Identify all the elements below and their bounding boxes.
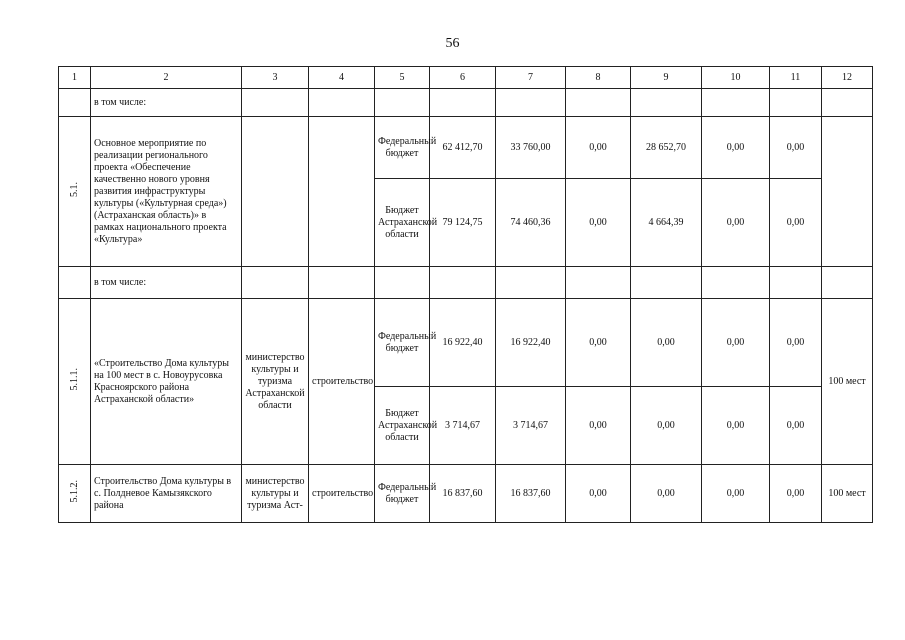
table-row [59,89,873,117]
result-value: 100 мест [822,465,873,523]
cell-value: 62 412,70 [430,117,496,179]
row-code: 5.1.2. [59,465,91,523]
table-row [59,299,873,387]
cell-value: 28 652,70 [631,117,702,179]
cell-value: 0,00 [702,179,770,267]
col-header-1: 1 [59,67,91,89]
table-row [59,267,873,299]
cell-value: 0,00 [702,387,770,465]
budget-table [58,66,873,523]
col-header-5: 5 [375,67,430,89]
cell-value: 0,00 [566,465,631,523]
funding-source: Бюджет Астраханской области [375,179,430,267]
funding-source: Федеральный бюджет [375,299,430,387]
funding-source: Федеральный бюджет [375,465,430,523]
cell-value: 16 837,60 [430,465,496,523]
cell-value: 3 714,67 [496,387,566,465]
work-type: строительство [309,465,375,523]
row-code: 5.1.1. [59,299,91,465]
cell-value: 0,00 [631,299,702,387]
cell-value: 0,00 [566,299,631,387]
subtotal-label: в том числе: [91,267,242,299]
col-header-9: 9 [631,67,702,89]
col-header-12: 12 [822,67,873,89]
cell-value: 16 837,60 [496,465,566,523]
cell-value: 0,00 [770,387,822,465]
row-code: 5.1. [59,117,91,267]
work-type: строительство [309,299,375,465]
col-header-8: 8 [566,67,631,89]
col-header-10: 10 [702,67,770,89]
row-name: Основное мероприятие по реализации регионального проекта «Обеспечение качественно нового уровня развития инфраструктуры культуры («Культурная среда») (Астраханская область)» в рамках национального проекта «Культура» [91,117,242,267]
cell-value: 3 714,67 [430,387,496,465]
table-row [59,465,873,523]
cell-value: 79 124,75 [430,179,496,267]
column-number-row [59,67,873,89]
table-row [59,117,873,179]
col-header-4: 4 [309,67,375,89]
cell-value: 0,00 [702,117,770,179]
cell-value: 0,00 [631,387,702,465]
cell-value: 0,00 [770,465,822,523]
cell-value: 0,00 [770,179,822,267]
col-header-3: 3 [242,67,309,89]
page-number: 56 [445,36,460,51]
cell-value: 33 760,00 [496,117,566,179]
cell-value: 0,00 [770,299,822,387]
cell-value: 0,00 [631,465,702,523]
cell-value: 16 922,40 [496,299,566,387]
executor: министерство культуры и туризма Астраханской области [242,299,309,465]
cell-value: 0,00 [566,117,631,179]
cell-value: 16 922,40 [430,299,496,387]
cell-value: 4 664,39 [631,179,702,267]
col-header-6: 6 [430,67,496,89]
cell-value: 0,00 [566,387,631,465]
subtotal-label: в том числе: [91,89,242,117]
cell-value: 0,00 [702,299,770,387]
cell-value: 0,00 [566,179,631,267]
col-header-11: 11 [770,67,822,89]
result-value: 100 мест [822,299,873,465]
row-name: «Строительство Дома культуры на 100 мест в с. Новоурусовка Красноярского района Астраханской области» [91,299,242,465]
cell-value: 74 460,36 [496,179,566,267]
cell-value: 0,00 [702,465,770,523]
funding-source: Бюджет Астраханской области [375,387,430,465]
funding-source: Федеральный бюджет [375,117,430,179]
executor: министерство культуры и туризма Аст- [242,465,309,523]
col-header-2: 2 [91,67,242,89]
cell-value: 0,00 [770,117,822,179]
col-header-7: 7 [496,67,566,89]
row-name: Строительство Дома культуры в с. Полдневое Камызякского района [91,465,242,523]
